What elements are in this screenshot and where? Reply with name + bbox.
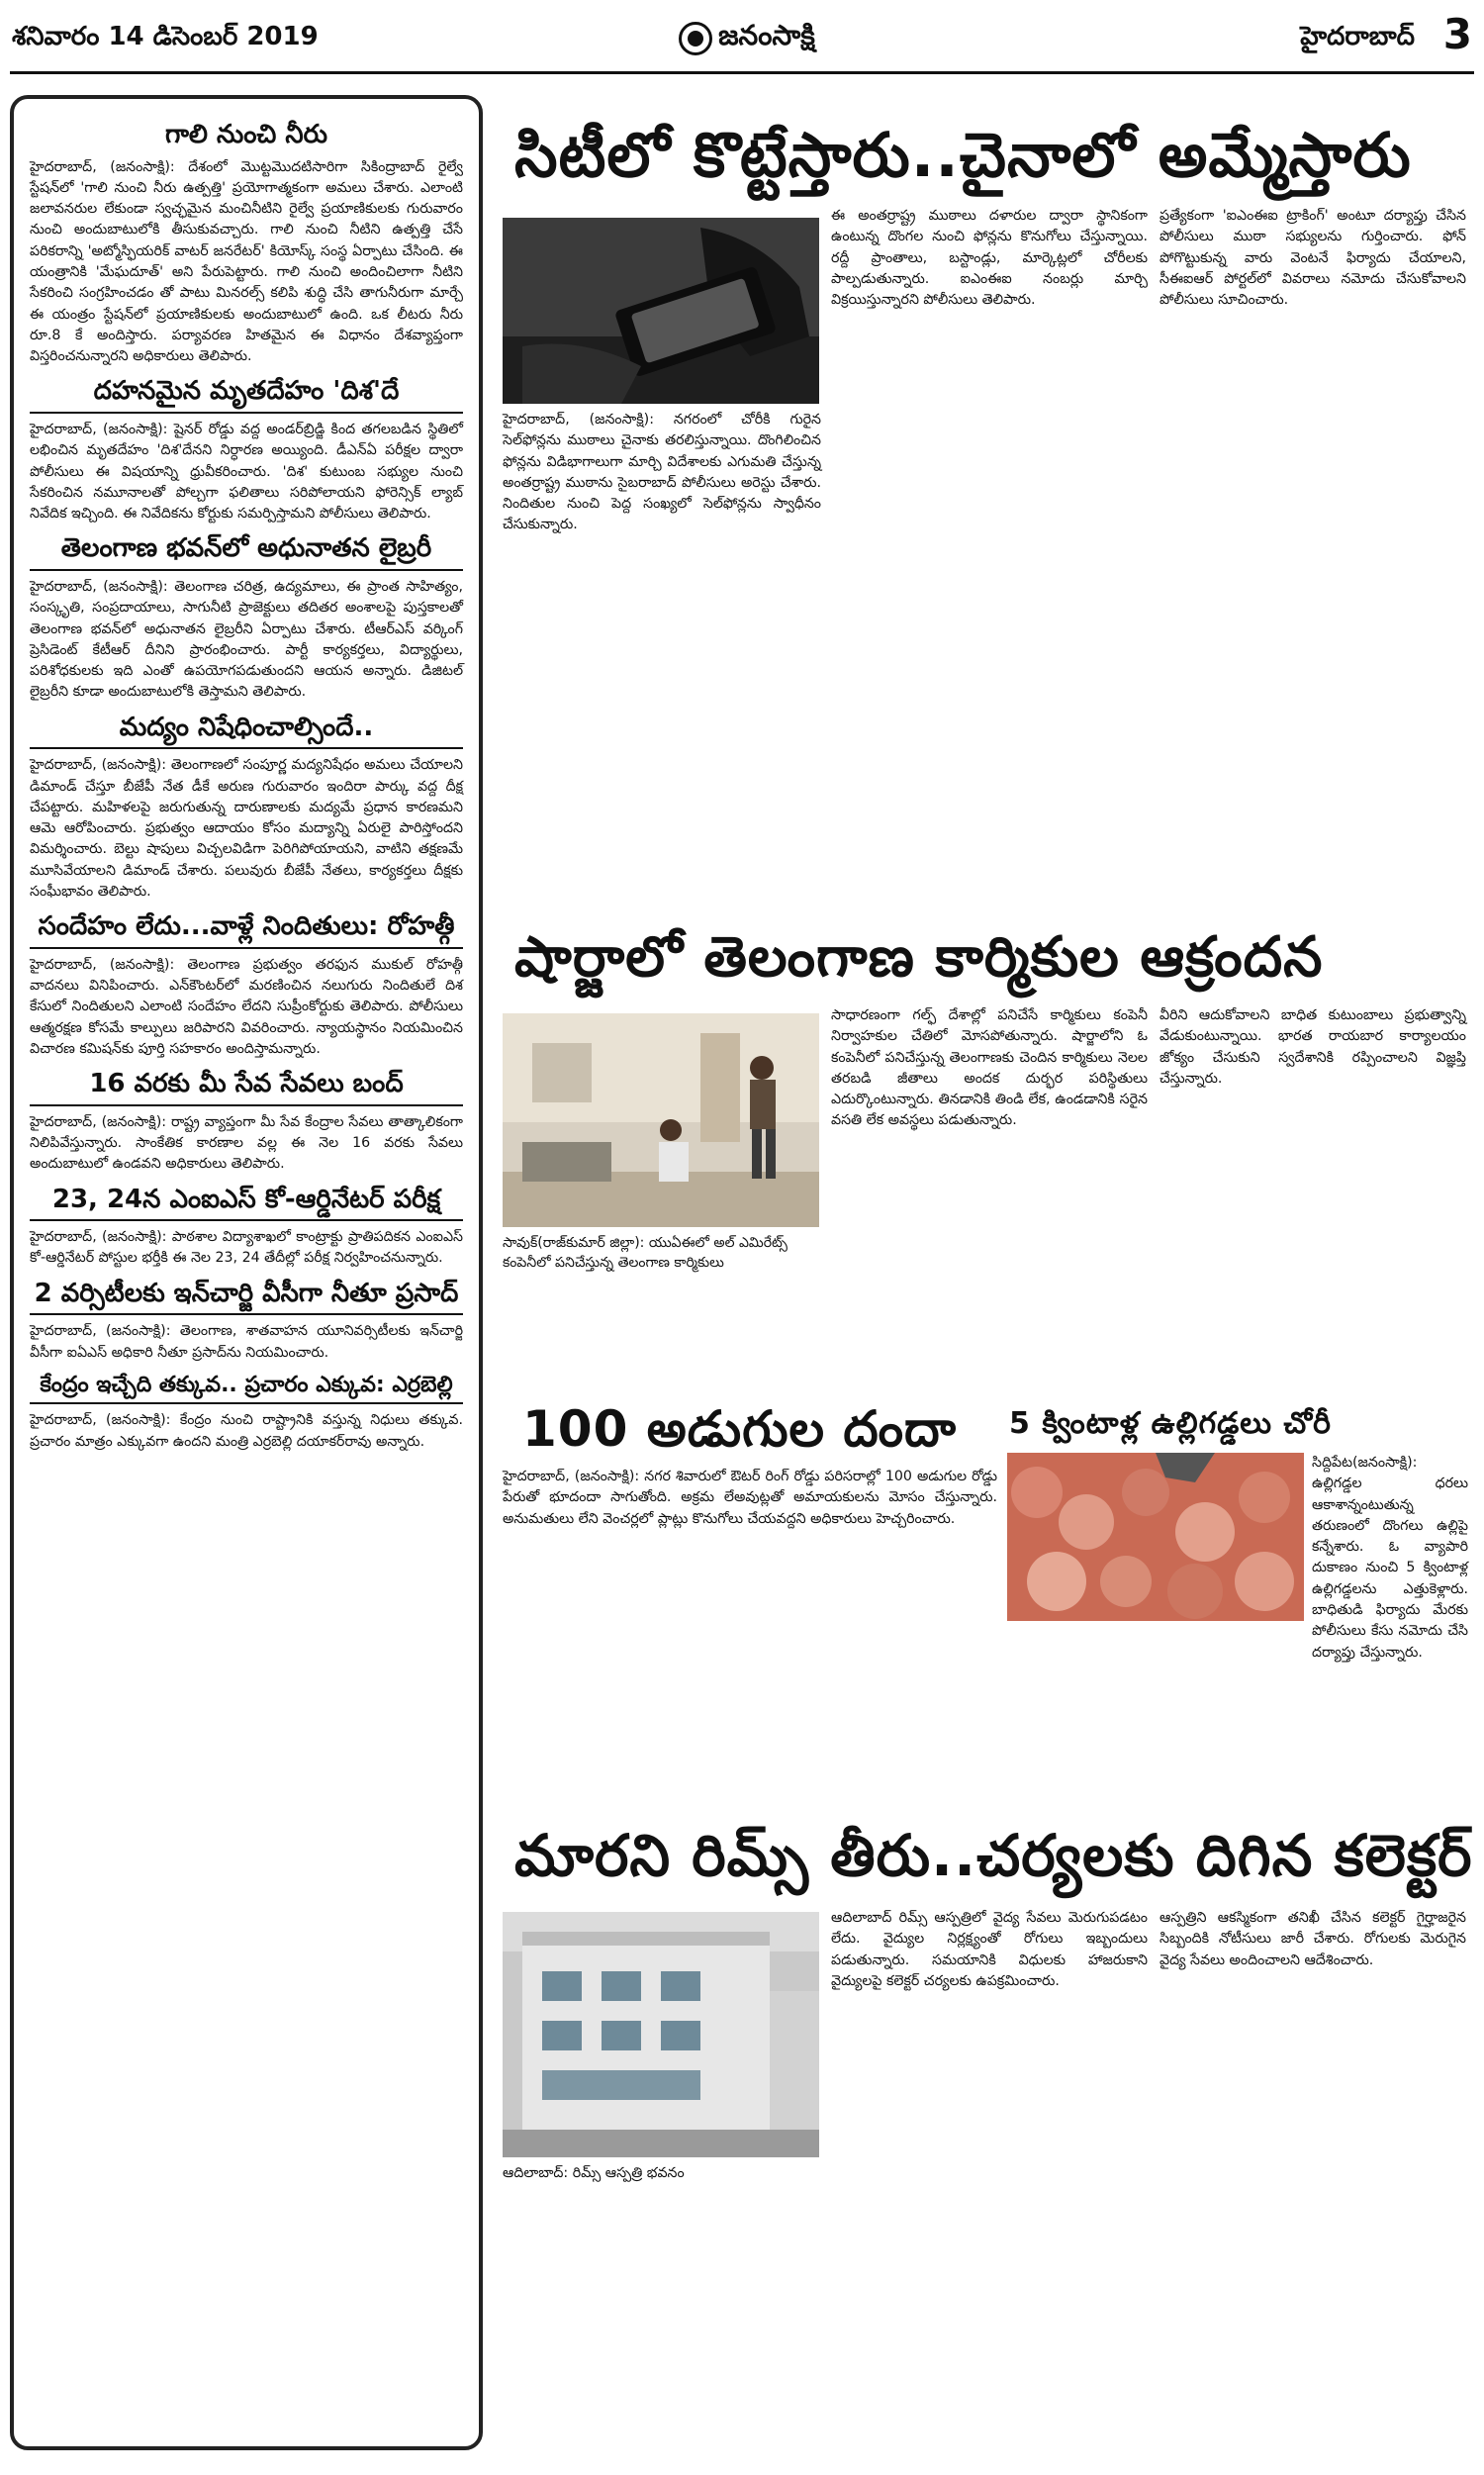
brief-body: హైదరాబాద్, (జనంసాక్షి): షైనర్ రోడ్డు వద్ద అండర్‌బ్రిడ్జి కింద తగలబడిన స్థితిలో లభించిన మృతదేహం 'దిశ'దేనని నిర్ధారణ అయ్యింది. డీఎన్ఏ పరీక్షల ద్వారా పోలీసులు ఈ విషయాన్ని ధ్రువీకరించారు. 'దిశ' కుటుంబ సభ్యుల నుంచి సేకరించిన నమూనాలతో పోల్చగా ఫలితాలు సరిపోలాయని ఫోరెన్సిక్ ల్యాబ్ నివేదిక ఇచ్చింది. ఈ నివేదికను కోర్టుకు సమర్పిస్తామని పోలీసులు తెలిపారు. <box>30 421 463 523</box>
brief-title: 2 వర్సిటీలకు ఇన్‌చార్జి వీసీగా నీతూ ప్రసాద్ <box>30 1278 463 1316</box>
story-column: ప్రత్యేకంగా 'ఐఎంఈఐ ట్రాకింగ్' అంటూ దర్యాప్తు చేసిన పోలీసులు ముఠా సభ్యులను గుర్తించారు. ఫోన్ పోగొట్టుకున్న వారు వెంటనే ఫిర్యాదు చేయాలని, సీఈఐఆర్ పోర్టల్‌లో వివరాలు నమోదు చేసుకోవాలని పోలీసులు సూచించారు. <box>1159 208 1466 309</box>
story-column: వీరిని ఆదుకోవాలని బాధిత కుటుంబాలు ప్రభుత్వాన్ని వేడుకుంటున్నాయి. భారత రాయబార కార్యాలయం జోక్యం చేసుకుని స్వదేశానికి రప్పించాలని విజ్ఞప్తి చేస్తున్నారు. <box>1159 1007 1466 1087</box>
rims-building-photo <box>503 1912 819 2157</box>
brief-title: దహనమైన మృతదేహం 'దిశ'దే <box>30 375 463 414</box>
page-number: 3 <box>1442 10 1472 58</box>
page-header <box>0 0 1484 77</box>
story-column: ఆదిలాబాద్ రిమ్స్ ఆస్పత్రిలో వైద్య సేవలు మెరుగుపడటం లేదు. వైద్యుల నిర్లక్ష్యంతో రోగులు ఇబ్బందులు పడుతున్నారు. సమయానికి విధులకు హాజరుకాని వైద్యులపై కలెక్టర్ చర్యలకు ఉపక్రమించారు. <box>831 1910 1148 1989</box>
masthead <box>633 14 861 63</box>
onions-photo <box>1007 1453 1304 1621</box>
brief-body: హైదరాబాద్, (జనంసాక్షి): పాఠశాల విద్యాశాఖలో కాంట్రాక్టు ప్రాతిపదికన ఎంఐఎస్ కో-ఆర్డినేటర్ పోస్టుల భర్తీకి ఈ నెల 23, 24 తేదీల్లో పరీక్ష నిర్వహించనున్నారు. <box>30 1229 463 1267</box>
workers-photo <box>503 1013 819 1227</box>
photo-caption: ఆదిలాబాద్: రిమ్స్ ఆస్పత్రి భవనం <box>503 2165 685 2181</box>
brief-title: తెలంగాణ భవన్‌లో అధునాతన లైబ్రరీ <box>30 532 463 571</box>
brief-body: హైదరాబాద్, (జనంసాక్షి): తెలంగాణ ప్రభుత్వం తరఫున ముకుల్ రోహత్గీ వాదనలు వినిపించారు. ఎన్‌కౌంటర్‌లో మరణించిన నలుగురు నిందితులే దిశ కేసులో నిందితులని ఎలాంటి సందేహం లేదని సుప్రీంకోర్టుకు తెలిపారు. పోలీసులు ఆత్మరక్షణ కోసమే కాల్పులు జరిపారని వివరించారు. న్యాయస్థానం నియమించిన విచారణ కమిషన్‌కు పూర్తి సహకారం అందిస్తామన్నారు. <box>30 956 463 1057</box>
brief-title: కేంద్రం ఇచ్చేది తక్కువ.. ప్రచారం ఎక్కువ: ఎర్రబెల్లి <box>30 1372 463 1405</box>
story-column: హైదరాబాద్, (జనంసాక్షి): నగరంలో చోరీకి గురైన సెల్‌ఫోన్లను ముఠాలు చైనాకు తరలిస్తున్నాయి. దొంగిలించిన ఫోన్లను విడిభాగాలుగా మార్చి విదేశాలకు ఎగుమతి చేస్తున్న అంతర్రాష్ట్ర ముఠాను సైబరాబాద్ పోలీసులు అరెస్టు చేశారు. నిందితుల నుంచి పెద్ద సంఖ్యలో సెల్‌ఫోన్లను స్వాధీనం చేసుకున్నారు. <box>503 412 821 533</box>
phone-theft-photo <box>503 218 819 404</box>
brief-body: హైదరాబాద్, (జనంసాక్షి): దేశంలో మొట్టమొదటిసారిగా సికింద్రాబాద్ రైల్వే స్టేషన్‌లో 'గాలి నుంచి నీరు ఉత్పత్తి' ప్రయోగాత్మకంగా అమలు చేశారు. ఎలాంటి జలావనరుల లేకుండా స్వచ్ఛమైన మంచినీటిని రైల్వే ప్రయాణికులకు గురువారం నుంచి అందుబాటులోకి తీసుకువచ్చారు. గాలి నుంచి నీటిని ఉత్పత్తి చేసే పరికరాన్ని 'అట్మోస్ఫియరిక్ వాటర్ జనరేటర్' కియోస్క్ సంస్థ ఏర్పాటు చేసింది. ఈ యంత్రానికి 'మేఘదూత్' అని పేరుపెట్టారు. గాలి నుంచి అందించిలాగా నీటిని సేకరించి సంగ్రహించడం తో పాటు మినరల్స్ కలిపి శుద్ధి చేసి తాగునీరుగా మార్చే ఈ యంత్రం స్టేషన్‌లో ప్రయాణికులకు అందుబాటులో ఉంది. ఒక లీటరు నీరు రూ.8 కే అందిస్తారు. పర్యావరణ హితమైన ఈ విధానం దేశవ్యాప్తంగా విస్తరించనున్నారని అధికారులు తెలిపారు. <box>30 158 463 365</box>
brief-body: హైదరాబాద్, (జనంసాక్షి): కేంద్రం నుంచి రాష్ట్రానికి వస్తున్న నిధులు తక్కువ. ప్రచారం మాత్రం ఎక్కువగా ఉందని మంత్రి ఎర్రబెల్లి దయాకర్‌రావు అన్నారు. <box>30 1412 463 1450</box>
story-column: సిద్దిపేట(జనంసాక్షి): ఉల్లిగడ్డల ధరలు ఆకాశాన్నంటుతున్న తరుణంలో దొంగలు ఉల్లిపై కన్నేశారు. ఓ వ్యాపారి దుకాణం నుంచి 5 క్వింటాళ్ల ఉల్లిగడ్డలను ఎత్తుకెళ్లారు. బాధితుడి ఫిర్యాదు మేరకు పోలీసులు కేసు నమోదు చేసి దర్యాప్తు చేస్తున్నారు. <box>1312 1455 1468 1661</box>
brief-title: 23, 24న ఎంఐఎస్ కో-ఆర్డినేటర్ పరీక్ష <box>30 1184 463 1222</box>
story-headline: 5 క్వింటాళ్ల ఉల్లిగడ్డలు చోరీ <box>1009 1406 1332 1441</box>
brief-body: హైదరాబాద్, (జనంసాక్షి): రాష్ట్ర వ్యాప్తంగా మీ సేవ కేంద్రాల సేవలు తాత్కాలికంగా నిలిపివేస్తున్నారు. సాంకేతిక కారణాల వల్ల ఈ నెల 16 వరకు సేవలు అందుబాటులో ఉండవని అధికారులు తెలిపారు. <box>30 1113 463 1173</box>
header-rule <box>10 71 1474 74</box>
story-column: హైదరాబాద్, (జనంసాక్షి): నగర శివారులో ఔటర్ రింగ్ రోడ్డు పరిసరాల్లో 100 అడుగుల రోడ్డు పేరుతో భూదందా సాగుతోంది. అక్రమ లేఅవుట్లతో అమాయకులను మోసం చేస్తున్నారు. అనుమతులు లేని వెంచర్లలో ప్లాట్లు కొనుగోలు చేయవద్దని అధికారులు హెచ్చరించారు. <box>503 1469 997 1527</box>
edition-city: హైదరాబాద్ <box>1300 22 1415 51</box>
story-headline: షార్జాలో తెలంగాణ కార్మికుల ఆక్రందన <box>514 925 1324 990</box>
brief-title: సందేహం లేదు...వాళ్లే నిందితులు: రోహత్గీ <box>30 910 463 949</box>
brief-title: గాలి నుంచి నీరు <box>164 120 328 149</box>
issue-date: శనివారం 14 డిసెంబర్ 2019 <box>12 22 319 51</box>
masthead-logo-icon <box>679 22 712 55</box>
story-headline: సిటీలో కొట్టేస్తారు..చైనాలో అమ్మేస్తారు <box>514 119 1412 191</box>
brief-body: హైదరాబాద్, (జనంసాక్షి): తెలంగాణ చరిత్ర, ఉద్యమాలు, ఈ ప్రాంత సాహిత్యం, సంస్కృతి, సంప్రదాయాలు, సాగునీటి ప్రాజెక్టులు తదితర అంశాలపై పుస్తకాలతో తెలంగాణ భవన్‌లో అధునాతన లైబ్రరీని ఏర్పాటు చేశారు. టీఆర్ఎస్ వర్కింగ్ ప్రెసిడెంట్ కేటీఆర్ దీనిని ప్రారంభించారు. పార్టీ కార్యకర్తలు, విద్యార్థులు, పరిశోధకులకు ఇది ఎంతో ఉపయోగపడుతుందని ఆయన అన్నారు. డిజిటల్ లైబ్రరీని కూడా అందుబాటులోకి తెస్తామని తెలిపారు. <box>30 578 463 701</box>
brief-body: హైదరాబాద్, (జనంసాక్షి): తెలంగాణలో సంపూర్ణ మద్యనిషేధం అమలు చేయాలని డిమాండ్ చేస్తూ బీజేపీ నేత డీకే అరుణ గురువారం ఇందిరా పార్కు వద్ద దీక్ష చేపట్టారు. మహిళలపై జరుగుతున్న దారుణాలకు మద్యమే ప్రధాన కారణమని ఆమె ఆరోపించారు. ప్రభుత్వం ఆదాయం కోసం మద్యాన్ని ఏరులై పారిస్తోందని విమర్శించారు. బెల్టు షాపులు విచ్చలవిడిగా పెరిగిపోయాయని, వాటిని తక్షణమే మూసివేయాలని డిమాండ్ చేశారు. పలువురు బీజేపీ నేతలు, కార్యకర్తలు దీక్షకు సంఘీభావం తెలిపారు. <box>30 757 463 901</box>
brief-title: మద్యం నిషేధించాల్సిందే.. <box>30 712 463 750</box>
sidebar-briefs <box>10 95 483 2450</box>
story-headline: మారని రిమ్స్ తీరు..చర్యలకు దిగిన కలెక్టర్ <box>514 1822 1473 1889</box>
main-stories <box>495 95 1474 2450</box>
brief-title: 16 వరకు మీ సేవ సేవలు బంద్ <box>30 1068 463 1106</box>
story-column: ఆస్పత్రిని ఆకస్మికంగా తనిఖీ చేసిన కలెక్టర్ గైర్హాజరైన సిబ్బందికి నోటీసులు జారీ చేశారు. రోగులకు మెరుగైన వైద్య సేవలు అందించాలని ఆదేశించారు. <box>1159 1910 1466 1968</box>
masthead-title: జనంసాక్షి <box>718 19 815 51</box>
story-headline: 100 అడుగుల దందా <box>522 1400 958 1458</box>
story-column: ఈ అంతర్రాష్ట్ర ముఠాలు దళారుల ద్వారా స్థానికంగా ఉంటున్న దొంగల నుంచి ఫోన్లను కొనుగోలు చేస్తున్నాయి. రద్దీ ప్రాంతాలు, బస్టాండ్లు, మార్కెట్లలో చోరీలకు పాల్పడుతున్నారు. ఐఎంఈఐ నంబర్లు మార్చి విక్రయిస్తున్నారని పోలీసులు తెలిపారు. <box>831 208 1148 309</box>
story-column: సాధారణంగా గల్ఫ్ దేశాల్లో పనిచేసే కార్మికులు కంపెనీ నిర్వాహకుల చేతిలో మోసపోతున్నారు. షార్జాలోని ఓ కంపెనీలో పనిచేస్తున్న తెలంగాణకు చెందిన కార్మికులు నెలల తరబడి జీతాలు అందక దుర్భర పరిస్థితులు ఎదుర్కొంటున్నారు. తినడానికి తిండి లేక, ఉండడానికి సరైన వసతి లేక అవస్థలు పడుతున్నారు. <box>831 1007 1148 1129</box>
photo-caption: సావుక్(రాజ్‌కుమార్ జిల్లా): యుఏఈలో అల్ ఎమిరేట్స్ కంపెనీలో పనిచేస్తున్న తెలంగాణ కార్మికులు <box>503 1235 788 1272</box>
brief-body: హైదరాబాద్, (జనంసాక్షి): తెలంగాణ, శాతవాహన యూనివర్సిటీలకు ఇన్‌చార్జి వీసీగా ఐఏఎస్ అధికారి నీతూ ప్రసాద్‌ను నియమించారు. <box>30 1323 463 1361</box>
